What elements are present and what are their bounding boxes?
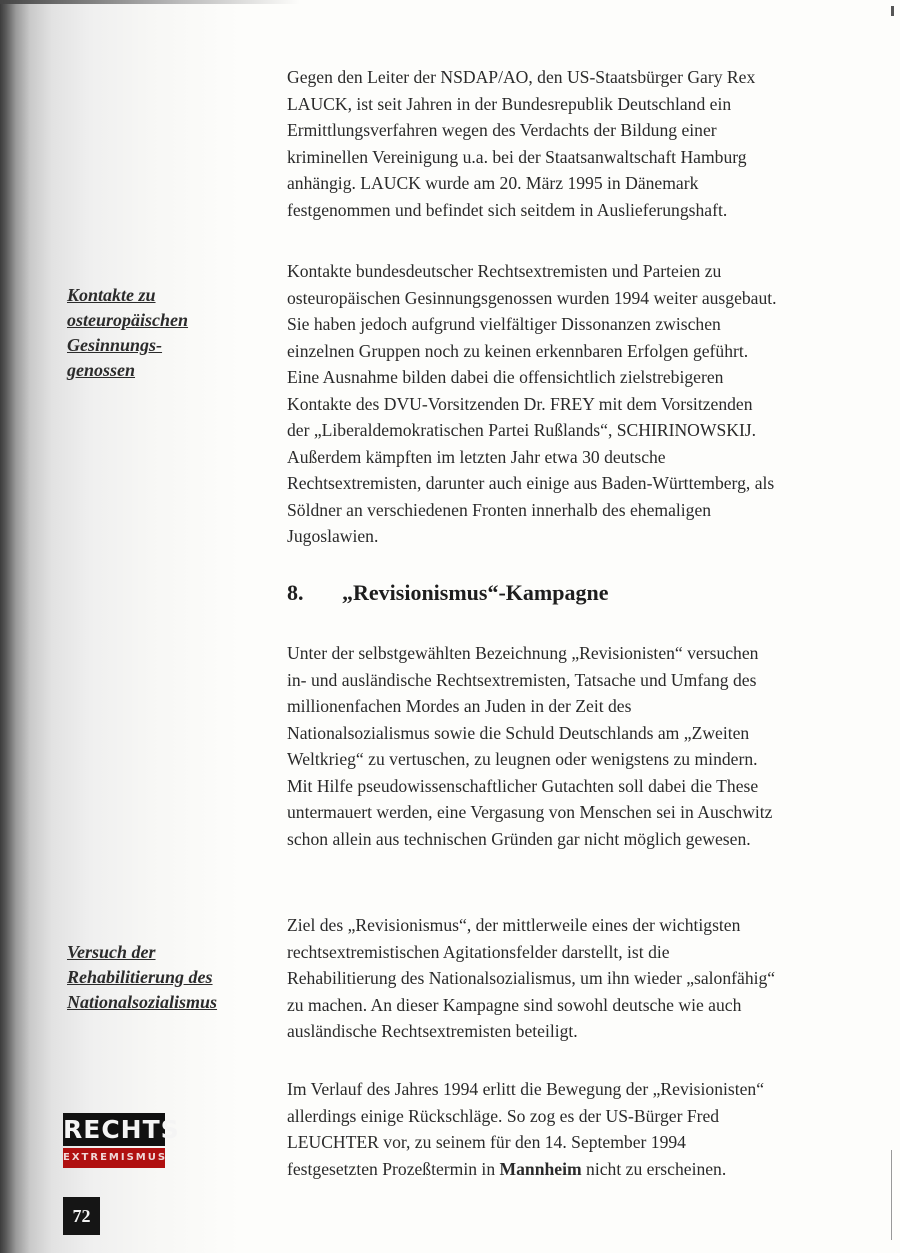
section-title: „Revisionismus“-Kampagne [342,580,609,605]
logo-bottom-text: EXTREMISMUS [63,1148,165,1168]
top-edge-rule [0,0,300,4]
paragraph-lauck: Gegen den Leiter der NSDAP/AO, den US-Staatsbürger Gary Rex LAUCK, ist seit Jahren in der Bundesrepublik Deutschland ein Ermittlungsverfahren wegen des Verdachts der Bildung einer kriminellen Vereinigung u.a. bei der Staatsanwaltschaft Hamburg anhängig. LAUCK wurde am 20. März 1995 in Dänemark festgenommen und befindet sich seitdem in Auslieferungshaft. [287,67,756,220]
section-heading [287,580,608,606]
paragraph-ziel: Ziel des „Revisionismus“, der mittlerweile eines der wichtigsten rechtsextremistischen Agitationsfelder darstellt, ist die Rehabilitierung des Nationalsozialismus, um ihn wieder „salonfähig“ zu machen. An dieser Kampagne sind sowohl deutsche wie auch ausländische Rechtsextremisten beteiligt. [287,915,776,1041]
paragraph-text-end: nicht zu erscheinen. [581,1158,727,1179]
logo-top-text: RECHTS [63,1115,180,1144]
page-edge-line [891,1150,892,1240]
margin-note-kontakte: Kontakte zu osteuropäischen Gesinnungs- genossen [67,285,189,380]
page-number: 72 [63,1197,100,1235]
book-spine-shadow [0,0,260,1253]
paragraph-rueckschlaege [287,1076,777,1182]
paragraph-revisionisten: Unter der selbstgewählten Bezeichnung „Revisionisten“ versuchen in- und ausländische Rechtsextremisten, Tatsache und Umfang des millionenfachen Mordes an Juden in der Zeit des Nationalsozialismus sowie die Schuld Deutschlands am „Zweiten Weltkrieg“ zu vertuschen, zu leugnen oder wenigstens zu mindern. Mit Hilfe pseudowissenschaftlicher Gutachten soll dabei die These untermauert werden, eine Vergasung von Menschen sei in Auschwitz schon allein aus technischen Gründen gar nicht möglich gewesen. [287,643,773,849]
section-number: 8. [287,580,304,605]
paragraph-kontakte: Kontakte bundesdeutscher Rechtsextremisten und Parteien zu osteuropäischen Gesinnungsgenossen wurden 1994 weiter ausgebaut. Sie haben jedoch aufgrund vielfältiger Dissonanzen zwischen einzelnen Gruppen noch zu keinen erkennbaren Erfolgen geführt. Eine Ausnahme bilden dabei die offensichtlich zielstrebigeren Kontakte des DVU-Vorsitzenden Dr. FREY mit dem Vorsitzenden der „Liberaldemokratischen Partei Rußlands“, SCHIRINOWSKIJ. Außerdem kämpften im letzten Jahr etwa 30 deutsche Rechtsextremisten, darunter auch einige aus Baden-Württemberg, als Söldner an verschiedenen Fronten innerhalb des ehemaligen Jugoslawien. [287,261,777,546]
rechtsextremismus-logo [63,1113,180,1172]
bold-place-name: Mannheim [499,1158,582,1179]
paragraph-text-start: Im Verlauf des Jahres 1994 erlitt die Bewegung der „Revisionisten“ allerdings einige Rückschläge. So zog es der US-Bürger Fred LEUCHTER vor, zu seinem für den 14. September 1994 festgesetzten Prozeßtermin in [287,1079,765,1179]
corner-mark [891,6,894,16]
margin-note-rehabilitierung: Versuch der Rehabilitierung des Nationalsozialismus [67,942,218,1012]
